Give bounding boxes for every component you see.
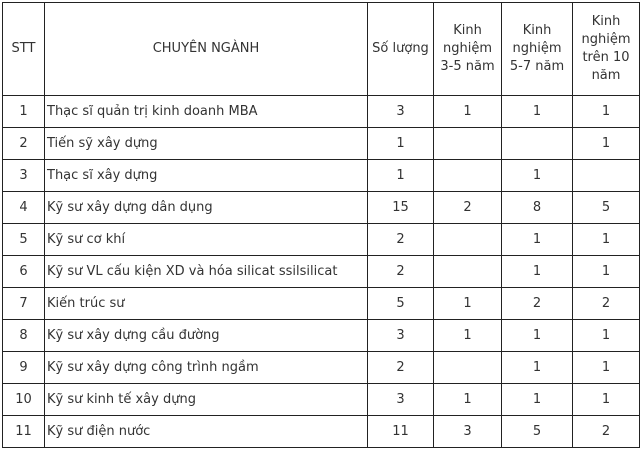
cell-exp-over-10: 1 [573, 96, 640, 128]
header-specialty: CHUYÊN NGÀNH [45, 3, 368, 96]
cell-stt: 10 [3, 384, 45, 416]
cell-exp-5-7: 5 [502, 416, 573, 448]
table-row [3, 416, 640, 448]
cell-quantity: 3 [368, 384, 434, 416]
cell-exp-over-10: 1 [573, 128, 640, 160]
cell-specialty: Kỹ sư xây dựng công trình ngầm [45, 352, 368, 384]
cell-exp-3-5: 1 [434, 384, 502, 416]
cell-specialty: Thạc sĩ xây dựng [45, 160, 368, 192]
cell-quantity: 15 [368, 192, 434, 224]
cell-specialty: Kỹ sư kinh tế xây dựng [45, 384, 368, 416]
cell-specialty: Kỹ sư xây dựng cầu đường [45, 320, 368, 352]
cell-exp-5-7: 1 [502, 160, 573, 192]
cell-exp-5-7 [502, 128, 573, 160]
table-row [3, 384, 640, 416]
cell-exp-3-5 [434, 352, 502, 384]
cell-specialty: Kiến trúc sư [45, 288, 368, 320]
header-exp-over-10: Kinh nghiệm trên 10 năm [573, 3, 640, 96]
table-row [3, 224, 640, 256]
cell-quantity: 3 [368, 320, 434, 352]
table-row [3, 128, 640, 160]
cell-exp-3-5: 2 [434, 192, 502, 224]
cell-quantity: 2 [368, 224, 434, 256]
table-row [3, 96, 640, 128]
cell-stt: 1 [3, 96, 45, 128]
cell-exp-over-10: 1 [573, 384, 640, 416]
cell-quantity: 1 [368, 160, 434, 192]
cell-exp-3-5: 1 [434, 320, 502, 352]
specialty-table [2, 2, 640, 448]
cell-exp-3-5 [434, 256, 502, 288]
cell-quantity: 2 [368, 352, 434, 384]
cell-exp-5-7: 1 [502, 384, 573, 416]
cell-exp-over-10: 5 [573, 192, 640, 224]
cell-exp-5-7: 1 [502, 224, 573, 256]
cell-stt: 9 [3, 352, 45, 384]
cell-exp-5-7: 1 [502, 256, 573, 288]
cell-specialty: Tiến sỹ xây dựng [45, 128, 368, 160]
table-header-row [3, 3, 640, 96]
cell-stt: 5 [3, 224, 45, 256]
cell-exp-over-10 [573, 160, 640, 192]
cell-quantity: 11 [368, 416, 434, 448]
cell-specialty: Kỹ sư xây dựng dân dụng [45, 192, 368, 224]
table-row [3, 320, 640, 352]
table-row [3, 288, 640, 320]
cell-specialty: Kỹ sư cơ khí [45, 224, 368, 256]
cell-exp-3-5: 1 [434, 96, 502, 128]
cell-exp-over-10: 1 [573, 320, 640, 352]
cell-specialty: Thạc sĩ quản trị kinh doanh MBA [45, 96, 368, 128]
cell-stt: 7 [3, 288, 45, 320]
table-row [3, 256, 640, 288]
header-quantity: Số lượng [368, 3, 434, 96]
cell-stt: 4 [3, 192, 45, 224]
cell-stt: 8 [3, 320, 45, 352]
table-row [3, 160, 640, 192]
header-exp-5-7: Kinh nghiệm 5-7 năm [502, 3, 573, 96]
cell-exp-5-7: 2 [502, 288, 573, 320]
cell-exp-3-5 [434, 128, 502, 160]
cell-stt: 11 [3, 416, 45, 448]
header-exp-3-5: Kinh nghiệm 3-5 năm [434, 3, 502, 96]
cell-exp-5-7: 1 [502, 320, 573, 352]
table-row [3, 352, 640, 384]
cell-exp-5-7: 1 [502, 352, 573, 384]
cell-exp-5-7: 8 [502, 192, 573, 224]
cell-exp-over-10: 2 [573, 288, 640, 320]
cell-specialty: Kỹ sư VL cấu kiện XD và hóa silicat ssilsilicat [45, 256, 368, 288]
cell-exp-3-5 [434, 224, 502, 256]
cell-quantity: 5 [368, 288, 434, 320]
cell-exp-3-5 [434, 160, 502, 192]
cell-exp-3-5: 3 [434, 416, 502, 448]
cell-specialty: Kỹ sư điện nước [45, 416, 368, 448]
cell-exp-5-7: 1 [502, 96, 573, 128]
cell-exp-over-10: 2 [573, 416, 640, 448]
cell-quantity: 2 [368, 256, 434, 288]
header-stt: STT [3, 3, 45, 96]
cell-stt: 6 [3, 256, 45, 288]
cell-exp-over-10: 1 [573, 224, 640, 256]
cell-exp-over-10: 1 [573, 352, 640, 384]
cell-quantity: 1 [368, 128, 434, 160]
table-row [3, 192, 640, 224]
cell-exp-3-5: 1 [434, 288, 502, 320]
cell-exp-over-10: 1 [573, 256, 640, 288]
cell-stt: 2 [3, 128, 45, 160]
cell-quantity: 3 [368, 96, 434, 128]
cell-stt: 3 [3, 160, 45, 192]
